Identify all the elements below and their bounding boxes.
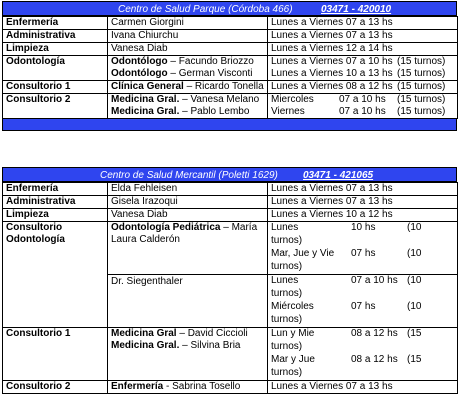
table-row [3, 94, 458, 119]
staff-name: – German Visconti [167, 68, 253, 79]
role-label: Clínica General [111, 81, 184, 92]
staff-name: – David Ciccioli [176, 328, 248, 339]
schedule-cell: Lunes a Viernes 07 a 13 hs [268, 183, 458, 196]
schedule-cell [268, 275, 458, 328]
staff-cell: Ivana Chiurchu [108, 30, 268, 43]
hours-text: 08 a 12 hs [351, 354, 398, 365]
area-cell: Consultorio 2 [3, 381, 108, 394]
turnos-text: (15 turnos) [397, 56, 446, 67]
schedule-cell: Lunes a Viernes 12 a 14 hs [268, 43, 458, 56]
turnos-text: (10 [407, 248, 422, 259]
area-cell: Consultorio 2 [3, 94, 108, 119]
hours-text: 08 a 12 hs [351, 328, 398, 339]
table-row [3, 222, 458, 275]
day-text: Miercoles [271, 94, 314, 105]
table-row [3, 43, 458, 56]
centro-parque-title: Centro de Salud Parque (Córdoba 466) [118, 4, 293, 15]
table-row [3, 183, 458, 196]
schedule-text: Lunes a Viernes 07 a 10 hs [271, 56, 393, 67]
area-cell: Enfermería [3, 17, 108, 30]
day-text: Mar y Jue [271, 354, 315, 365]
area-cell: Consultorio 1 [3, 81, 108, 94]
schedule-cell: Lunes a Viernes 10 a 12 hs [268, 209, 458, 222]
staff-cell: Vanesa Diab [108, 43, 268, 56]
area-cell: Consultorio 1 [3, 328, 108, 381]
area-cell: Limpieza [3, 209, 108, 222]
staff-cell [108, 381, 268, 394]
staff-cell: Elda Fehleisen [108, 183, 268, 196]
centro-mercantil-table [2, 167, 457, 394]
schedule-cell [268, 94, 458, 119]
staff-name: – Silvina Bria [179, 340, 241, 351]
schedule-text: Lunes a Viernes 10 a 13 hs [271, 68, 393, 79]
centro-mercantil-phone: 03471 - 421065 [303, 170, 374, 181]
schedule-cell: Lunes a Viernes 07 a 13 hs [268, 17, 458, 30]
table-row [3, 381, 458, 394]
role-label: Enfermería [111, 381, 164, 392]
role-label: Odontólogo [111, 56, 168, 67]
staff-cell [108, 94, 268, 119]
hours-text: 10 hs [351, 222, 376, 233]
centro-parque-footer-bar [2, 119, 457, 131]
staff-cell [108, 275, 268, 328]
area-cell: Limpieza [3, 43, 108, 56]
turnos-text: (10 [407, 222, 422, 233]
schedule-cell [268, 81, 458, 94]
staff-cell [108, 222, 268, 275]
centro-parque-phone: 03471 - 420010 [321, 4, 392, 15]
turnos-text: (10 [407, 301, 422, 312]
turnos-text: turnos) [271, 367, 303, 378]
table-row [3, 196, 458, 209]
role-label: Medicina Gral. [111, 94, 180, 105]
staff-name: Dr. Siegenthaler [111, 276, 183, 287]
schedule-cell [268, 328, 458, 381]
staff-cell [108, 328, 268, 381]
turnos-text: (15 turnos) [397, 68, 446, 79]
day-text: Viernes [271, 106, 305, 117]
area-cell: Administrativa [3, 30, 108, 43]
staff-cell: Carmen Giorgini [108, 17, 268, 30]
table-row [3, 81, 458, 94]
turnos-text: (10 [407, 275, 422, 286]
turnos-text: (15 turnos) [397, 106, 446, 117]
table-row [3, 30, 458, 43]
schedule-cell [268, 222, 458, 275]
area-cell: Enfermería [3, 183, 108, 196]
hours-text: 07 hs [351, 248, 376, 259]
centro-parque-table [2, 1, 457, 131]
role-label: Medicina Gral [111, 328, 177, 339]
staff-name: – Vanesa Melano [179, 94, 260, 105]
staff-name: – Ricardo Tonella [183, 81, 264, 92]
turnos-text: turnos) [271, 235, 303, 246]
area-label: Odontología [6, 234, 65, 245]
hours-text: 07 a 10 hs [339, 106, 386, 117]
hours-text: 07 a 10 hs [339, 94, 386, 105]
table-row [3, 328, 458, 381]
schedule-text: Lunes a Viernes 08 a 12 hs [271, 81, 393, 92]
schedule-cell: Lunes a Viernes 07 a 13 hs [268, 196, 458, 209]
staff-name: – Facundo Briozzo [167, 56, 254, 67]
table-row [3, 209, 458, 222]
staff-cell [108, 81, 268, 94]
staff-cell [108, 56, 268, 81]
day-text: Lunes [271, 275, 299, 286]
staff-cell: Gisela Irazoqui [108, 196, 268, 209]
staff-name: – María [220, 222, 258, 233]
role-label: Medicina Gral. [111, 340, 180, 351]
hours-text: 07 a 10 hs [351, 275, 398, 286]
schedule-cell: Lunes a Viernes 07 a 13 hs [268, 381, 458, 394]
hours-text: 07 hs [351, 301, 376, 312]
table-row [3, 56, 458, 81]
schedule-cell [268, 56, 458, 81]
staff-cell: Vanesa Diab [108, 209, 268, 222]
area-cell: Administrativa [3, 196, 108, 209]
role-label: Odontólogo [111, 68, 168, 79]
turnos-text: turnos) [271, 288, 303, 299]
table-row [3, 17, 458, 30]
turnos-text: (15 turnos) [397, 94, 446, 105]
day-text: Lun y Mie [271, 328, 315, 339]
turnos-text: (15 turnos) [397, 81, 446, 92]
day-text: Mar, Jue y Vie [271, 248, 335, 259]
day-text: Miércoles [271, 301, 314, 312]
turnos-text: (15 [407, 328, 422, 339]
centro-mercantil-header [2, 167, 457, 182]
area-cell: Odontología [3, 56, 108, 81]
schedule-cell: Lunes a Viernes 07 a 13 hs [268, 30, 458, 43]
staff-name: - Sabrina Tosello [163, 381, 241, 392]
turnos-text: turnos) [271, 314, 303, 325]
staff-name: – Pablo Lembo [179, 106, 250, 117]
turnos-text: turnos) [271, 261, 303, 272]
turnos-text: (15 [407, 354, 422, 365]
day-text: Lunes [271, 222, 299, 233]
turnos-text: turnos) [271, 341, 303, 352]
area-cell [3, 222, 108, 328]
role-label: Medicina Gral. [111, 106, 180, 117]
role-label: Odontología Pediátrica [111, 222, 221, 233]
staff-name: Laura Calderón [111, 234, 180, 245]
area-label: Consultorio [6, 222, 63, 233]
centro-mercantil-title: Centro de Salud Mercantil (Poletti 1629) [100, 170, 278, 181]
centro-parque-header [2, 1, 457, 16]
